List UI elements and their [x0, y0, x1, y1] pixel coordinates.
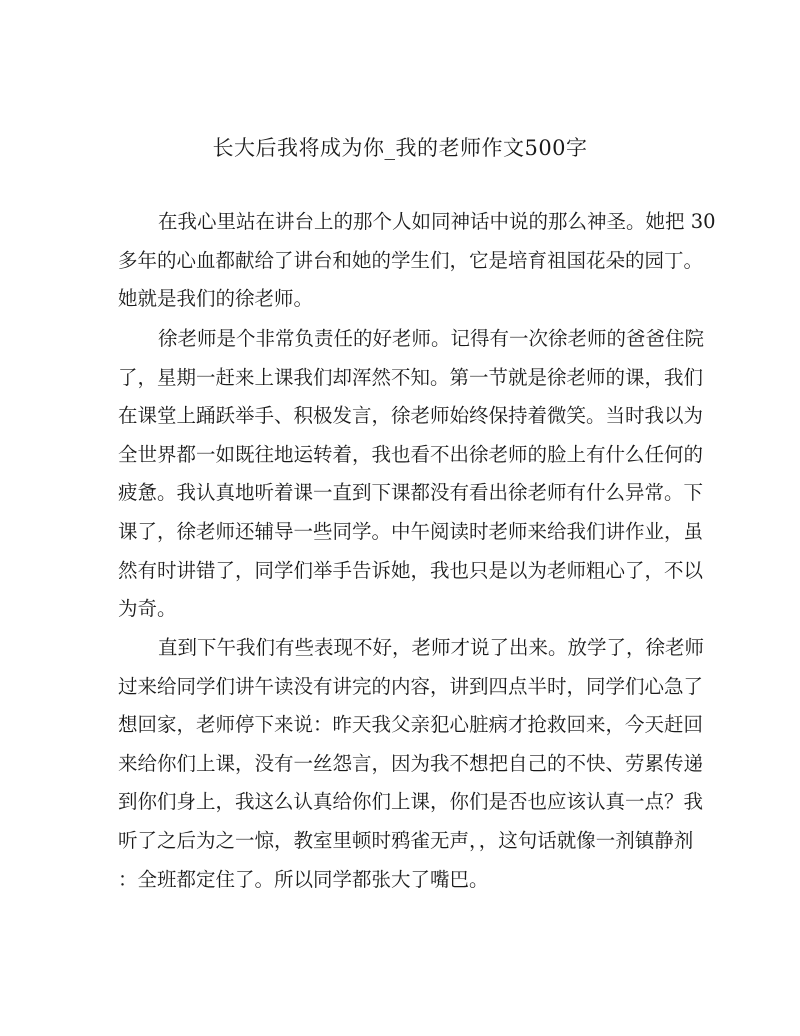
- paragraph-1: [118, 203, 716, 319]
- paragraph-line: 来给你们上课，没有一丝怨言，因为我不想把自己的不快、劳累传递: [118, 751, 704, 775]
- paragraph-line: 到你们身上，我这么认真给你们上课，你们是否也应该认真一点？我: [118, 790, 704, 814]
- paragraph-2: [118, 320, 705, 629]
- paragraph-line: 然有时讲错了，同学们举手告诉她，我也只是以为老师粗心了，不以: [118, 558, 704, 582]
- paragraph-line: 她就是我们的徐老师。: [118, 287, 314, 311]
- paragraph-line: 在我心里站在讲台上的那个人如同神话中说的那么神圣。她把 30: [158, 210, 716, 233]
- paragraph-line: 疲惫。我认真地听着课一直到下课都没有看出徐老师有什么异常。下: [118, 481, 704, 505]
- paragraph-line: 课了，徐老师还辅导一些同学。中午阅读时老师来给我们讲作业，虽: [118, 519, 704, 543]
- paragraph-line: 徐老师是个非常负责任的好老师。记得有一次徐老师的爸爸住院: [158, 327, 705, 350]
- paragraph-line: 了，星期一赶来上课我们却浑然不知。第一节就是徐老师的课，我们: [118, 365, 704, 389]
- paragraph-line: 在课堂上踊跃举手、积极发言，徐老师始终保持着微笑。当时我以为: [118, 404, 704, 428]
- paragraph-line: 过来给同学们讲午读没有讲完的内容，讲到四点半时，同学们心急了: [118, 674, 704, 698]
- paragraph-line: 全世界都一如既往地运转着，我也看不出徐老师的脸上有什么任何的: [118, 442, 704, 466]
- paragraph-line: 想回家，老师停下来说：昨天我父亲犯心脏病才抢救回来，今天赶回: [118, 713, 704, 737]
- document-title: 长大后我将成为你_我的老师作文500字: [212, 136, 588, 160]
- paragraph-line: 听了之后为之一惊，教室里顿时鸦雀无声，，这句话就像一剂镇静剂: [118, 828, 694, 852]
- paragraph-line: 为奇。: [118, 597, 177, 621]
- paragraph-3: [118, 629, 705, 899]
- paragraph-line: 直到下午我们有些表现不好，老师才说了出来。放学了，徐老师: [158, 636, 705, 659]
- paragraph-line: ：全班都定住了。所以同学都张大了嘴巴。: [118, 867, 489, 891]
- paragraph-line: 多年的心血都献给了讲台和她的学生们，它是培育祖国花朵的园丁。: [118, 248, 704, 272]
